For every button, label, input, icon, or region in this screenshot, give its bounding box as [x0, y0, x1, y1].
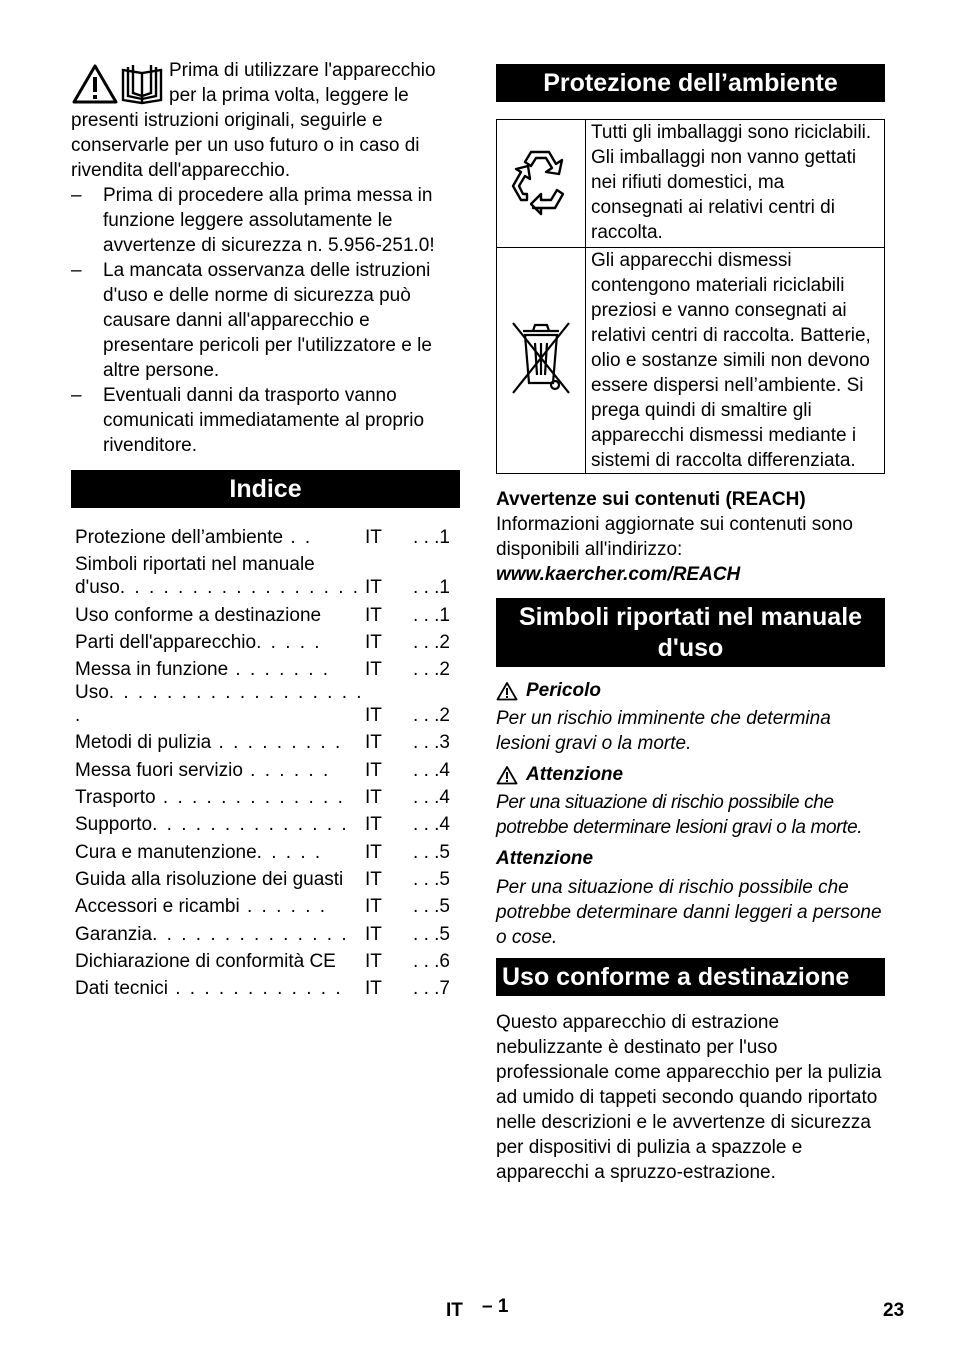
- toc-entry-page: . . .5: [413, 923, 450, 945]
- bin-icon-cell: [497, 248, 586, 474]
- table-row: [71, 522, 460, 549]
- list-item: – La mancata osservanza delle istruzioni d'uso e delle norme di sicurezza può causare danni all'apparecchio e presentare pericoli per l'utilizzatore e le altre persone.: [71, 258, 460, 383]
- right-column: [496, 64, 885, 1185]
- table-row: [71, 864, 460, 891]
- toc-title-text: Dati tecnici: [75, 978, 168, 1000]
- toc-entry-language: IT: [365, 868, 382, 890]
- toc-entry-page: . . .1: [413, 527, 450, 549]
- recycle-text: Tutti gli imballaggi sono riciclabili. Gli imballaggi non vanno gettati nei rifiuti domestici, ma consegnati ai relativi centri di raccolta.: [586, 120, 885, 248]
- environment-heading: Protezione dell’ambiente: [496, 64, 885, 102]
- toc-leader-dots: . . . . .: [256, 841, 323, 863]
- table-row: [71, 973, 460, 1000]
- toc-entry-language: IT: [365, 659, 382, 681]
- table-row: [497, 120, 885, 248]
- toc-entry-page: . . .3: [413, 732, 450, 754]
- toc-entry-language: IT: [365, 950, 382, 972]
- warning-label: Attenzione: [526, 764, 624, 785]
- toc-title-text: Dichiarazione di conformità CE: [75, 950, 336, 972]
- toc-entry-language: IT: [365, 841, 382, 863]
- toc-title-text: Trasporto: [75, 787, 156, 809]
- toc-title-text: Metodi di pulizia: [75, 732, 212, 754]
- warning-text: Per una situazione di rischio possibile che potrebbe determinare lesioni gravi o la morte.: [496, 792, 863, 838]
- toc-entry-page: . . .1: [413, 604, 450, 626]
- table-row: [71, 809, 460, 836]
- intro-bullets: [71, 183, 460, 458]
- toc-title-text: Parti dell'apparecchio: [75, 631, 257, 653]
- toc-entry-language: IT: [365, 896, 382, 918]
- toc-entry-language: IT: [365, 577, 382, 599]
- list-item: – Prima di procedere alla prima messa in funzione leggere assolutamente le avvertenze di sicurezza n. 5.956-251.0!: [71, 183, 460, 258]
- toc-entry-title: [71, 891, 365, 918]
- toc-entry-title: [71, 627, 365, 654]
- toc-entry-page: . . .2: [413, 705, 450, 727]
- bin-text: Gli apparecchi dismessi contengono materiali riciclabili preziosi e vanno consegnati ai relativi centri di raccolta. Batterie, olio e sostanze simili non devono essere dispersi nell’ambiente. Si prega quindi di smaltire gli apparecchi dismessi mediante i sistemi di raccolta differenziata.: [586, 248, 885, 474]
- toc-title-text: Protezione dell’ambiente: [75, 527, 284, 549]
- warning-icon: [496, 765, 518, 785]
- toc-entry-title: [71, 654, 365, 681]
- book-icon: [123, 65, 161, 103]
- toc-leader-dots: . . . . . .: [239, 896, 328, 918]
- toc-title-text: Messa in funzione: [75, 659, 229, 681]
- intro-icons: [71, 62, 165, 106]
- toc-entry-language: IT: [365, 759, 382, 781]
- table-row: [71, 918, 460, 945]
- footer-language: IT: [446, 1300, 463, 1321]
- toc-leader-dots: . . . . . . . . . . . . . .: [152, 923, 349, 945]
- toc-title-text: Simboli riportati nel manuale d'uso: [75, 554, 315, 599]
- table-row: [71, 654, 460, 681]
- intro-block: [71, 58, 460, 183]
- toc-leader-dots: . . . . . . . . . . . . .: [155, 787, 345, 809]
- toc-entry-page: . . .4: [413, 759, 450, 781]
- toc-entry-page: . . .4: [413, 814, 450, 836]
- toc-entry-title: [71, 973, 365, 1000]
- left-column: [71, 58, 460, 1000]
- toc-leader-dots: . . . . . . . . .: [211, 732, 343, 754]
- danger-heading: [496, 678, 885, 703]
- symbols-heading: Simboli riportati nel manuale d'uso: [496, 598, 885, 667]
- toc-entry-page: . . .1: [413, 577, 450, 599]
- footer-page-number: 23: [883, 1300, 905, 1321]
- intended-use-heading: Uso conforme a destinazione: [496, 958, 885, 996]
- index-heading: Indice: [71, 470, 460, 508]
- toc-entry-title: [71, 727, 365, 754]
- toc-title-text: Uso: [75, 682, 109, 704]
- table-row: [71, 627, 460, 654]
- table-row: [71, 754, 460, 781]
- toc-entry-title: [71, 836, 365, 863]
- toc-entry-title: [71, 599, 365, 626]
- toc-entry-page: . . .4: [413, 787, 450, 809]
- table-row: [71, 599, 460, 626]
- toc-title-text: Messa fuori servizio: [75, 759, 243, 781]
- warning-heading: [496, 762, 885, 787]
- toc-title-text: Uso conforme a destinazione: [75, 604, 322, 626]
- toc-title-text: Accessori e ricambi: [75, 896, 240, 918]
- toc-entry-title: [71, 681, 365, 727]
- toc-leader-dots: . . . . . . . . . . . . . .: [152, 814, 349, 836]
- footer-section-page: – 1: [482, 1296, 509, 1317]
- table-row: [71, 891, 460, 918]
- toc-entry-title: [71, 549, 365, 599]
- crossed-bin-icon: [509, 317, 573, 397]
- index-table: [71, 522, 460, 1000]
- toc-entry-language: IT: [365, 732, 382, 754]
- reach-text: Informazioni aggiornate sui contenuti sono disponibili all'indirizzo:: [496, 514, 854, 560]
- danger-text: Per un rischio imminente che determina lesioni gravi o la morte.: [496, 708, 831, 754]
- intro-text: Prima di utilizzare l'apparecchio per la prima volta, leggere le presenti istruzioni originali, seguirle e conservarle per un uso futuro o in caso di rivendita dell'apparecchio.: [71, 60, 436, 181]
- toc-leader-dots: . . . . .: [256, 631, 322, 653]
- toc-entry-page: . . .2: [413, 631, 450, 653]
- toc-entry-page: . . .2: [413, 659, 450, 681]
- toc-entry-language: IT: [365, 604, 382, 626]
- table-row: [71, 836, 460, 863]
- warning-icon: [74, 66, 116, 102]
- reach-link[interactable]: www.kaercher.com/REACH: [496, 564, 741, 585]
- toc-entry-page: . . .6: [413, 950, 450, 972]
- toc-title-text: Guida alla risoluzione dei guasti: [75, 868, 344, 890]
- toc-leader-dots: . . . . . . . . . . . . . . . . . . .: [75, 682, 364, 727]
- table-row: [71, 681, 460, 727]
- caution-text: Per una situazione di rischio possibile che potrebbe determinare danni leggeri a persone o cose.: [496, 877, 882, 948]
- danger-label: Pericolo: [526, 680, 601, 701]
- toc-entry-title: [71, 918, 365, 945]
- toc-title-text: Supporto: [75, 814, 153, 836]
- caution-label: Attenzione: [496, 848, 594, 869]
- toc-entry-title: [71, 809, 365, 836]
- intended-use-text: Questo apparecchio di estrazione nebulizzante è destinato per l'uso professionale come apparecchio per la pulizia ad umido di tappeti secondo quando riportato nelle descrizioni e le avvertenze di sicurezza per dispositivi di pulizia a spazzole e apparecchi a spruzzo-estrazione.: [496, 1012, 882, 1183]
- list-item: – Eventuali danni da trasporto vanno comunicati immediatamente al proprio rivenditore.: [71, 383, 460, 458]
- toc-entry-language: IT: [365, 923, 382, 945]
- toc-leader-dots: . . . . . .: [242, 759, 331, 781]
- toc-leader-dots: . . . . . . . . . . . .: [167, 978, 343, 1000]
- table-row: [497, 248, 885, 474]
- toc-entry-language: IT: [365, 978, 382, 1000]
- toc-leader-dots: . . . . . . .: [228, 659, 331, 681]
- toc-entry-title: [71, 522, 365, 549]
- table-row: [71, 727, 460, 754]
- table-row: [71, 549, 460, 599]
- toc-entry-language: IT: [365, 787, 382, 809]
- table-row: [71, 946, 460, 973]
- toc-entry-page: . . .5: [413, 868, 450, 890]
- table-row: [71, 782, 460, 809]
- recycle-icon-cell: [497, 120, 586, 248]
- toc-entry-language: IT: [365, 814, 382, 836]
- toc-title-text: Garanzia: [75, 923, 153, 945]
- toc-entry-page: . . .5: [413, 841, 450, 863]
- toc-entry-title: [71, 864, 365, 891]
- toc-entry-language: IT: [365, 631, 382, 653]
- toc-entry-page: . . .5: [413, 896, 450, 918]
- environment-table: [496, 119, 885, 474]
- toc-entry-language: IT: [365, 527, 382, 549]
- warning-icon: [496, 681, 518, 701]
- reach-heading: Avvertenze sui contenuti (REACH): [496, 489, 806, 510]
- toc-entry-page: . . .7: [413, 978, 450, 1000]
- toc-entry-title: [71, 946, 365, 973]
- toc-title-text: Cura e manutenzione: [75, 841, 257, 863]
- toc-leader-dots: . . . . . . . . . . . . . . . . .: [119, 577, 361, 599]
- toc-entry-title: [71, 782, 365, 809]
- toc-leader-dots: . .: [283, 527, 313, 549]
- toc-entry-title: [71, 754, 365, 781]
- recycle-icon: [503, 142, 579, 218]
- toc-entry-language: IT: [365, 705, 382, 727]
